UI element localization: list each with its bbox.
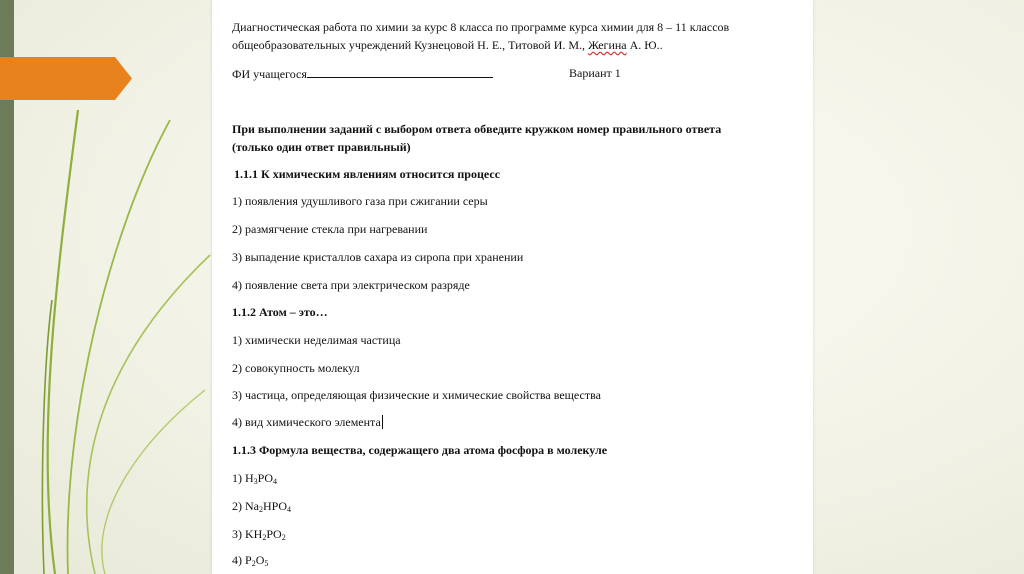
instructions-line-1: При выполнении заданий с выбором ответа обведите кружком номер правильного ответа [232,122,722,136]
question-2-title: 1.1.2 Атом – это… [232,305,328,319]
q3-option: 3) $KH_2PO_2$ [232,527,286,542]
q2-option: 1) химически неделимая частица [232,333,401,347]
q3-option: 1) $H_3PO_4$ [232,471,278,486]
student-name-field: ФИ учащегося [232,66,493,81]
q3-option: 4) $P_2O_5$ [232,553,269,568]
q1-option: 1) появления удушливого газа при сжигании серы [232,194,488,208]
q3-option: 2) $Na_2HPO_4$ [232,499,292,514]
q2-option: 2) совокупность молекул [232,361,360,375]
header-line-2: общеобразовательных учреждений Кузнецовой Н. Е., Титовой И. М., Жегина А. Ю.. [232,38,663,52]
question-3-title: 1.1.3 Формула вещества, содержащего два атома фосфора в молекуле [232,443,608,457]
misspelled-name: Жегина [588,38,627,52]
text-cursor [382,415,383,429]
q2-option: 3) частица, определяющая физические и химические свойства вещества [232,388,601,402]
name-blank-line [307,66,493,78]
q1-option: 4) появление света при электрическом разряде [232,278,470,292]
question-1-title: 1.1.1 К химическим явлениям относится процесс [234,167,501,181]
variant-label: Вариант 1 [569,66,621,80]
q1-option: 3) выпадение кристаллов сахара из сиропа при хранении [232,250,524,264]
instructions-line-2: (только один ответ правильный) [232,140,411,154]
q1-option: 2) размягчение стекла при нагревании [232,222,428,236]
q2-option: 4) вид химического элемента [232,415,381,429]
header-line-1: Диагностическая работа по химии за курс 8 класса по программе курса химии для 8 – 11 классов [232,20,730,34]
document-page [212,0,813,574]
orange-arrow-tab [0,57,132,100]
